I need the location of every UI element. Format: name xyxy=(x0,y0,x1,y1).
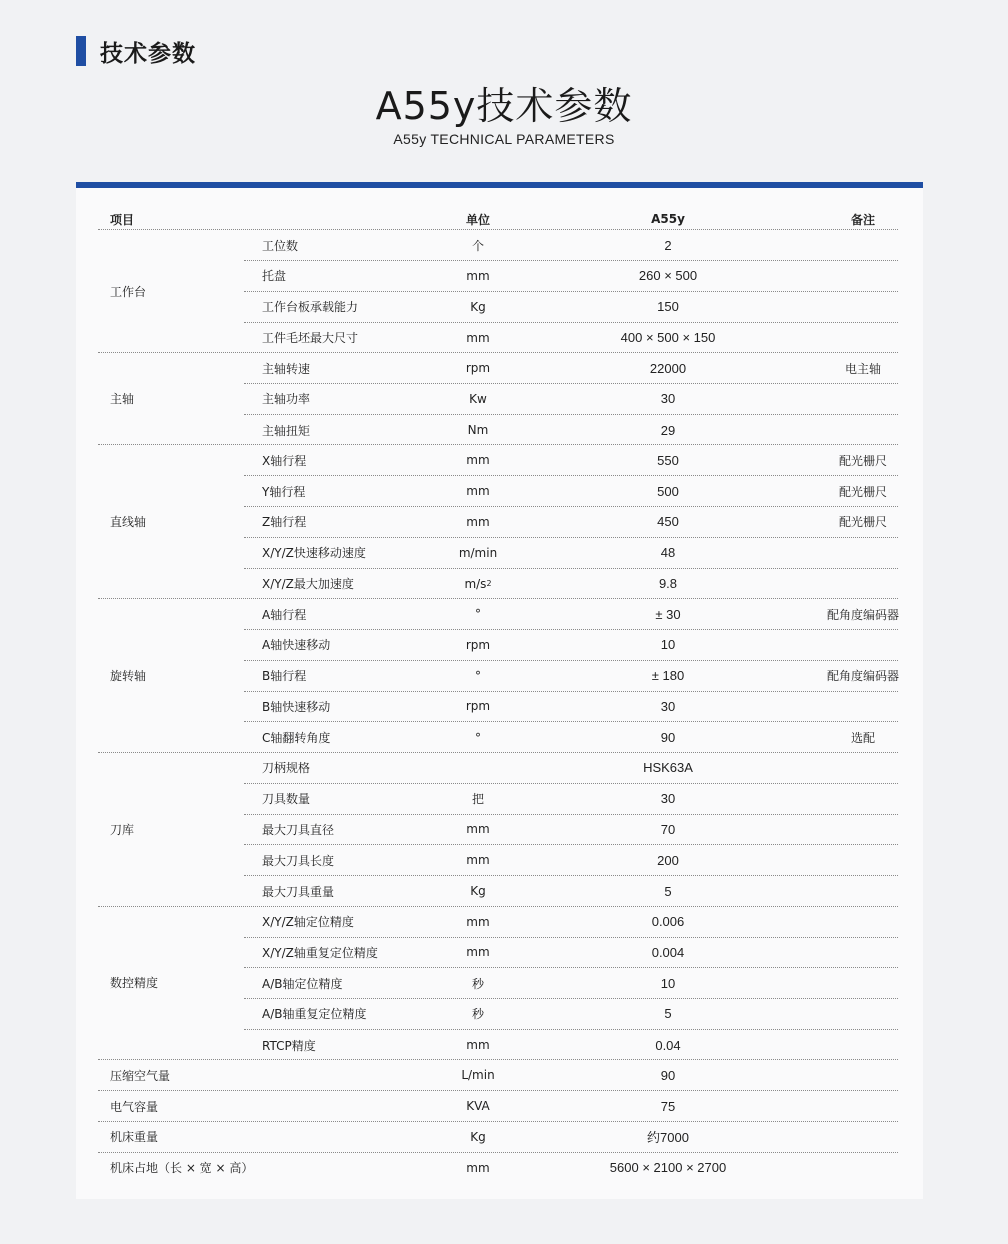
row-item: 机床占地（长 × 宽 × 高） xyxy=(110,1161,254,1175)
row-unit xyxy=(418,814,538,844)
row-unit-text: Kg xyxy=(470,299,486,314)
row-unit: KVA xyxy=(466,1099,490,1113)
row-unit-text: mm xyxy=(466,1038,490,1052)
row-note xyxy=(788,230,938,260)
table-group xyxy=(98,353,898,445)
table-row xyxy=(244,876,898,907)
row-unit xyxy=(418,353,538,383)
table-row xyxy=(244,322,898,353)
row-item: 工位数 xyxy=(262,238,299,253)
row-unit-text: mm xyxy=(466,945,490,960)
row-unit: Kg xyxy=(470,1129,486,1144)
row-unit xyxy=(418,753,538,783)
row-note xyxy=(788,415,938,446)
row-note xyxy=(788,630,938,660)
row-value: 10 xyxy=(660,637,676,653)
row-note xyxy=(788,691,938,721)
section-header xyxy=(76,36,196,66)
row-item: Y轴行程 xyxy=(262,484,306,499)
row-unit xyxy=(418,784,538,814)
table-row xyxy=(244,384,898,415)
row-unit: m/s 2 xyxy=(464,576,492,591)
row-item: A/B轴重复定位精度 xyxy=(262,1007,367,1022)
table-row xyxy=(244,599,898,630)
row-item: Z轴行程 xyxy=(262,515,307,530)
row-unit-text: 把 xyxy=(471,792,484,806)
row-note xyxy=(788,1091,938,1121)
row-note xyxy=(788,784,938,814)
table-row xyxy=(244,230,898,261)
row-value: 400 × 500 × 150 xyxy=(620,330,716,346)
row-unit xyxy=(418,476,538,506)
row-note xyxy=(788,845,938,875)
table-row xyxy=(244,353,898,384)
parameters-card xyxy=(76,182,923,1199)
row-value: 200 xyxy=(657,852,679,868)
row-item: 刀柄规格 xyxy=(262,761,311,776)
row-unit xyxy=(418,630,538,660)
table-row xyxy=(244,292,898,323)
row-unit xyxy=(418,999,538,1029)
row-unit xyxy=(418,722,538,753)
row-note xyxy=(788,568,938,599)
row-value: 5 xyxy=(664,883,672,899)
row-note xyxy=(788,384,938,414)
row-unit xyxy=(418,261,538,291)
row-unit-text: rpm xyxy=(465,361,491,375)
row-unit-text: mm xyxy=(466,514,490,529)
group-label: 刀库 xyxy=(110,822,135,837)
table-row xyxy=(98,1091,898,1122)
row-value: 30 xyxy=(660,791,676,806)
page-title: A55y技术参数 xyxy=(375,84,633,128)
row-note: 配光栅尺 xyxy=(838,453,887,468)
row-unit-text: 秒 xyxy=(471,1007,484,1022)
row-unit-text: ° xyxy=(475,730,481,745)
row-value: 260 × 500 xyxy=(638,268,698,284)
row-unit xyxy=(418,322,538,353)
row-value: 9.8 xyxy=(658,576,678,592)
row-unit-text: mm xyxy=(466,453,490,468)
row-unit xyxy=(418,507,538,537)
group-label: 数控精度 xyxy=(110,976,159,991)
section-accent-bar xyxy=(76,36,86,66)
row-unit-text: m/min xyxy=(458,545,498,560)
table-row xyxy=(244,937,898,968)
row-unit xyxy=(418,661,538,691)
row-unit-text: ° xyxy=(475,607,481,621)
row-item: 最大刀具直径 xyxy=(262,822,335,837)
table-group xyxy=(98,445,898,599)
row-value: 约7000 xyxy=(647,1130,689,1146)
table-row xyxy=(244,415,898,446)
row-item: A/B轴定位精度 xyxy=(262,976,343,991)
table-row xyxy=(244,445,898,476)
table-group xyxy=(98,230,898,353)
row-unit xyxy=(418,230,538,260)
table-row xyxy=(244,630,898,661)
row-value: 2 xyxy=(664,237,672,253)
row-unit xyxy=(418,599,538,629)
row-note xyxy=(788,1030,938,1061)
row-value: 500 xyxy=(657,483,679,499)
header-model: A55y xyxy=(651,212,685,226)
row-unit xyxy=(418,1030,538,1061)
table-row xyxy=(98,1122,898,1153)
row-note xyxy=(788,322,938,353)
row-note xyxy=(788,292,938,322)
row-value: 22000 xyxy=(649,360,687,376)
row-item: 主轴扭矩 xyxy=(262,423,311,438)
row-unit-text: mm xyxy=(466,914,490,929)
row-unit xyxy=(418,292,538,322)
row-note: 配光栅尺 xyxy=(838,515,887,530)
row-note xyxy=(788,753,938,783)
row-note xyxy=(788,1153,938,1183)
row-note: 配角度编码器 xyxy=(826,669,899,683)
row-item: 压缩空气量 xyxy=(110,1068,171,1083)
row-item: X/Y/Z轴定位精度 xyxy=(262,915,354,929)
row-value: 5 xyxy=(664,1006,672,1022)
row-item: 工件毛坯最大尺寸 xyxy=(262,331,359,346)
section-title: 技术参数 xyxy=(100,40,196,67)
row-value: 150 xyxy=(657,299,679,314)
row-value: 30 xyxy=(660,391,676,407)
row-unit xyxy=(418,691,538,721)
row-unit xyxy=(418,845,538,875)
group-label: 工作台 xyxy=(110,284,147,299)
row-value: ± 30 xyxy=(655,606,681,622)
row-unit-text: Kg xyxy=(470,884,486,899)
row-unit-text: mm xyxy=(466,268,490,283)
row-item: X/Y/Z快速移动速度 xyxy=(262,546,366,560)
row-item: 工作台板承载能力 xyxy=(262,300,359,314)
group-label: 旋转轴 xyxy=(110,668,147,683)
row-note xyxy=(788,937,938,967)
row-item: 机床重量 xyxy=(110,1130,159,1145)
row-unit xyxy=(418,445,538,475)
table-row xyxy=(98,1153,898,1183)
group-label: 直线轴 xyxy=(110,515,147,530)
row-note xyxy=(788,1122,938,1152)
header-unit: 单位 xyxy=(465,212,490,227)
row-unit-text: mm xyxy=(466,853,490,867)
table-row xyxy=(244,261,898,292)
row-unit xyxy=(418,876,538,907)
row-value: 90 xyxy=(660,1067,676,1083)
table-row xyxy=(244,661,898,692)
row-unit-text: Kw xyxy=(469,391,487,406)
table-row xyxy=(244,507,898,538)
table-row xyxy=(244,691,898,722)
row-value: 0.004 xyxy=(651,944,685,960)
row-value: 0.006 xyxy=(651,914,685,929)
row-value: 90 xyxy=(660,730,676,745)
row-unit-text: mm xyxy=(466,484,490,498)
row-note xyxy=(788,968,938,998)
table-row xyxy=(244,568,898,599)
row-unit-text: mm xyxy=(466,330,490,345)
row-note xyxy=(788,876,938,907)
table-row xyxy=(244,1030,898,1061)
row-value: 0.04 xyxy=(655,1037,681,1053)
row-note xyxy=(788,261,938,291)
row-item: 托盘 xyxy=(262,269,287,284)
row-item: C轴翻转角度 xyxy=(262,731,331,745)
row-unit-text: mm xyxy=(466,822,490,837)
row-item: 主轴功率 xyxy=(262,392,311,407)
row-unit xyxy=(418,415,538,446)
table-row xyxy=(244,538,898,569)
row-unit: mm xyxy=(466,1160,490,1175)
row-item: B轴行程 xyxy=(262,669,307,683)
row-unit xyxy=(418,907,538,937)
row-value: 75 xyxy=(660,1098,676,1114)
row-item: A轴行程 xyxy=(262,607,307,622)
row-note xyxy=(788,907,938,937)
row-unit-text: ° xyxy=(475,668,481,683)
row-note xyxy=(788,538,938,568)
row-value: ± 180 xyxy=(651,668,685,683)
table-row xyxy=(244,476,898,507)
row-value: 550 xyxy=(657,452,679,468)
row-item: 刀具数量 xyxy=(262,792,311,806)
row-item: 最大刀具重量 xyxy=(262,884,335,899)
row-value: 30 xyxy=(660,698,676,714)
row-note xyxy=(788,1060,938,1090)
table-group xyxy=(98,599,898,753)
row-item: 主轴转速 xyxy=(262,361,311,376)
row-value: HSK63A xyxy=(643,760,693,776)
table-row xyxy=(244,722,898,753)
row-value: 5600 × 2100 × 2700 xyxy=(609,1160,727,1175)
table-group xyxy=(98,753,898,907)
header-item: 项目 xyxy=(110,212,135,227)
row-item: X/Y/Z轴重复定位精度 xyxy=(262,945,378,960)
row-item: 最大刀具长度 xyxy=(262,853,335,868)
row-item: X轴行程 xyxy=(262,453,307,468)
row-unit: L/min xyxy=(461,1068,495,1083)
row-note xyxy=(788,814,938,844)
row-item: RTCP精度 xyxy=(262,1038,316,1053)
row-unit xyxy=(418,968,538,998)
row-item: X/Y/Z最大加速度 xyxy=(262,577,354,592)
row-note: 电主轴 xyxy=(844,361,881,376)
row-item: B轴快速移动 xyxy=(262,699,331,714)
row-value: 10 xyxy=(660,975,676,991)
row-item: 电气容量 xyxy=(110,1099,159,1114)
row-unit-text: m/s xyxy=(464,576,487,591)
row-unit-text: 个 xyxy=(471,238,484,253)
row-unit-text: Nm xyxy=(467,423,489,437)
table-row xyxy=(244,999,898,1030)
row-unit xyxy=(418,937,538,967)
row-unit xyxy=(418,384,538,414)
group-label: 主轴 xyxy=(110,392,135,407)
table-row xyxy=(244,907,898,938)
row-value: 70 xyxy=(660,821,676,837)
row-unit-text: 秒 xyxy=(471,976,484,991)
table-group xyxy=(98,907,898,1061)
table-row xyxy=(244,968,898,999)
table-row xyxy=(244,814,898,845)
row-note: 配角度编码器 xyxy=(826,607,899,622)
row-note: 配光栅尺 xyxy=(838,484,887,499)
row-value: 29 xyxy=(660,422,676,438)
table-row xyxy=(244,845,898,876)
row-unit-text: rpm xyxy=(465,637,491,652)
table-row xyxy=(244,753,898,784)
row-value: 48 xyxy=(660,545,676,560)
row-note: 选配 xyxy=(850,731,875,745)
header-note: 备注 xyxy=(850,212,875,227)
table-header xyxy=(98,209,898,230)
row-item: A轴快速移动 xyxy=(262,638,331,653)
table-row xyxy=(98,1060,898,1091)
row-unit-text: rpm xyxy=(465,699,491,714)
row-unit xyxy=(418,538,538,568)
page-subtitle: A55y TECHNICAL PARAMETERS xyxy=(393,131,615,147)
table-row xyxy=(244,784,898,815)
row-note xyxy=(788,999,938,1029)
row-value: 450 xyxy=(657,514,679,530)
